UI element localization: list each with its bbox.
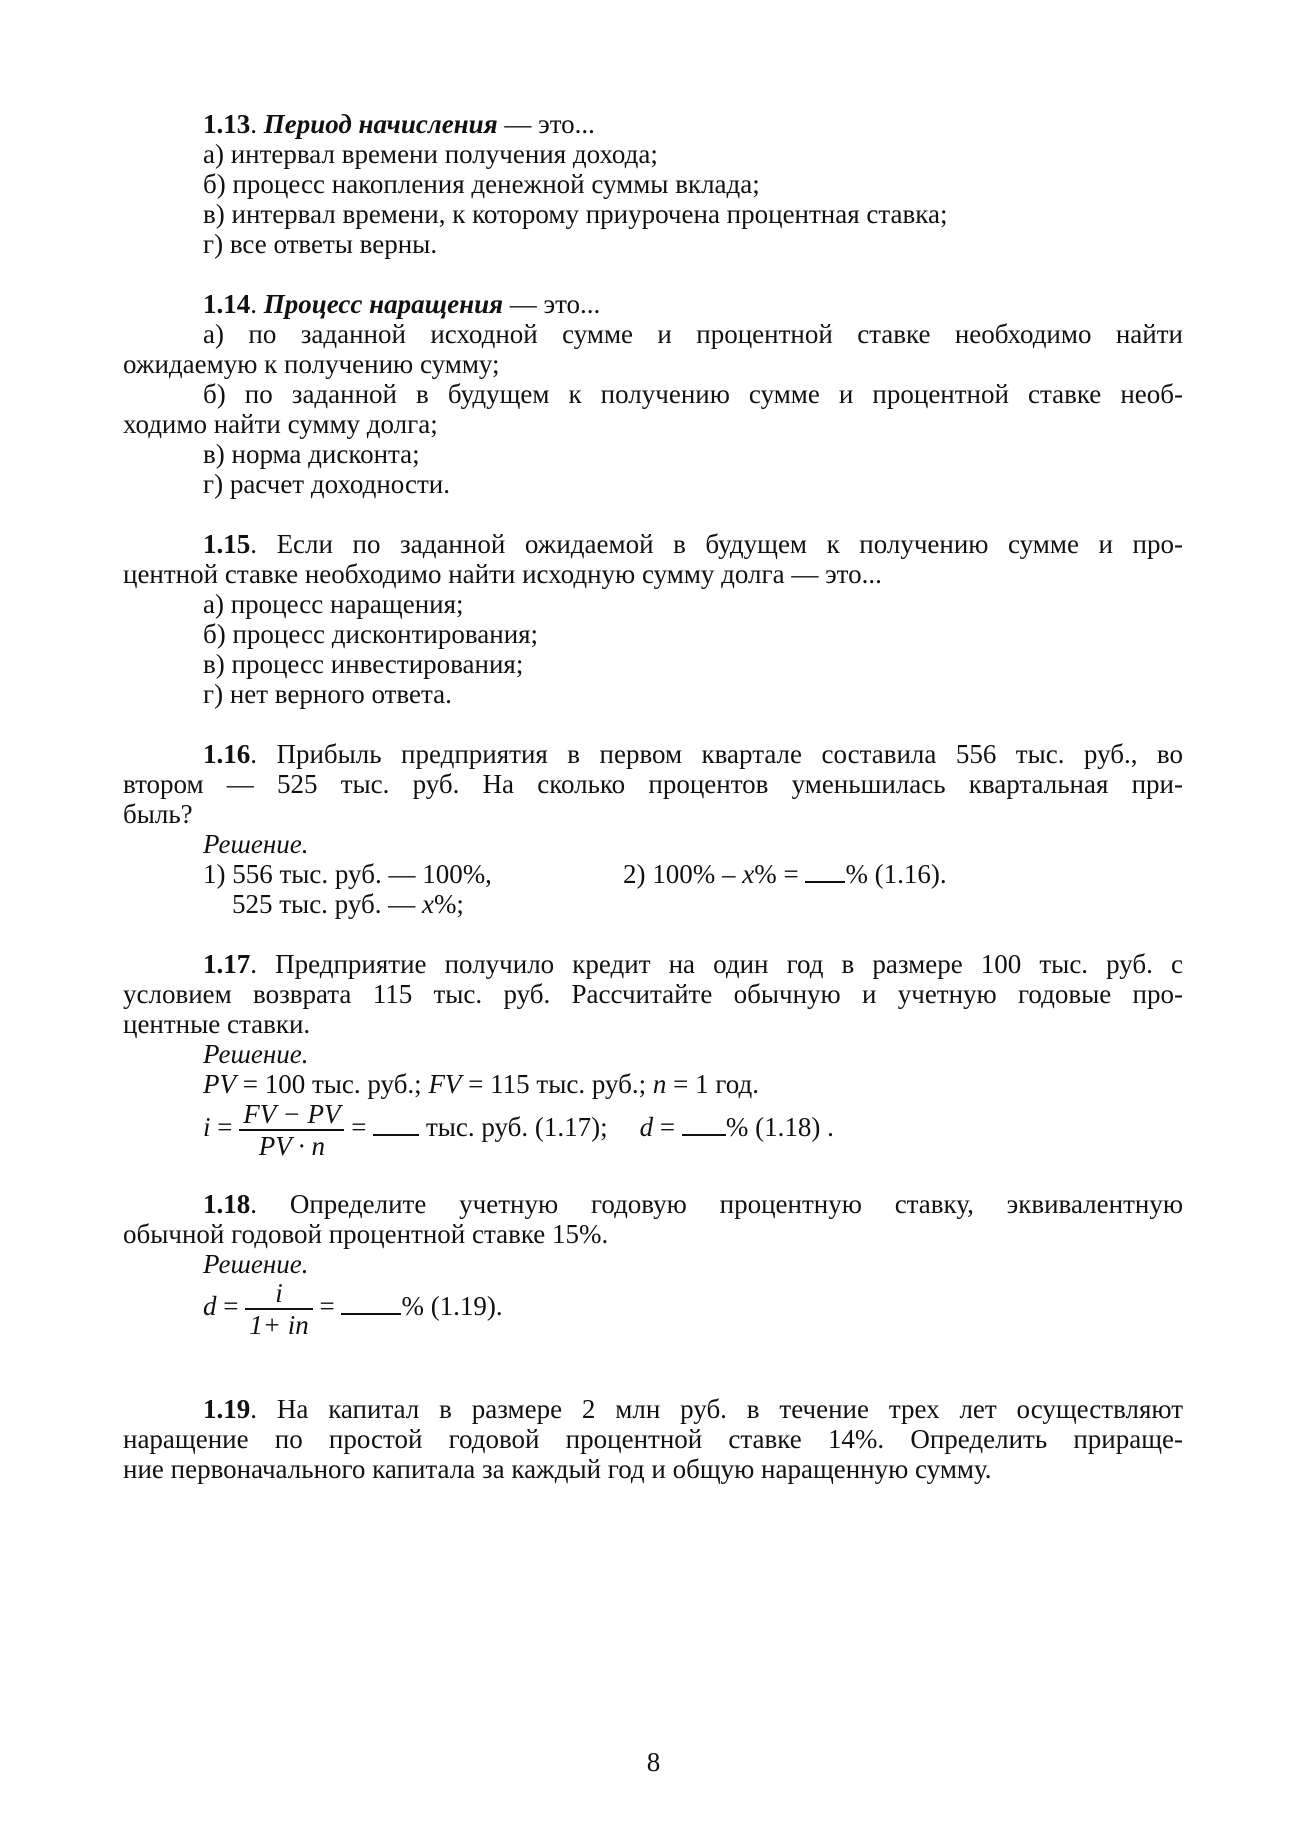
question-number: 1.14 bbox=[203, 289, 251, 319]
answer-option: а) процесс наращения; bbox=[203, 589, 464, 619]
question-text: . Предприятие получило кредит на один год в размере 100 тыс. руб. с bbox=[250, 949, 1183, 979]
page-number: 8 bbox=[646, 1747, 661, 1777]
answer-option: в) процесс инвестирования; bbox=[203, 649, 524, 679]
answer-option: г) нет верного ответа. bbox=[203, 679, 452, 709]
answer-option: в) интервал времени, к которому приурочена процентная ставка; bbox=[203, 199, 948, 229]
heading-rest: — это... bbox=[503, 289, 601, 319]
variable-d: d bbox=[203, 1291, 217, 1322]
answer-blank bbox=[341, 1291, 401, 1315]
answer-option: г) расчет доходности. bbox=[203, 469, 450, 499]
value-text: = 115 тыс. руб.; bbox=[461, 1069, 653, 1099]
answer-option: б) по заданной в будущем к получению сумме и процентной ставке необ- bbox=[203, 379, 1183, 409]
answer-blank bbox=[373, 1112, 419, 1136]
question-text: . Прибыль предприятия в первом квартале составила 556 тыс. руб., во bbox=[250, 739, 1183, 769]
question-text-cont: быль? bbox=[123, 799, 193, 829]
question-number: 1.16 bbox=[203, 739, 251, 769]
step-text: 525 тыс. руб. — bbox=[232, 889, 422, 919]
given-values bbox=[203, 1067, 1263, 1102]
question-number: 1.13 bbox=[203, 109, 251, 139]
denominator: 1+ in bbox=[249, 1310, 309, 1340]
answer-option: а) интервал времени получения дохода; bbox=[203, 139, 658, 169]
question-number: 1.19 bbox=[203, 1394, 251, 1424]
question-text-cont: обычной годовой процентной ставке 15%. bbox=[123, 1219, 609, 1249]
variable-x: x bbox=[742, 859, 755, 889]
answer-option: в) норма дисконта; bbox=[203, 439, 420, 469]
question-text: . Определите учетную годовую процентную ставку, эквивалентную bbox=[250, 1189, 1183, 1219]
question-text-cont: наращение по простой годовой процентной ставке 14%. Определить прираще- bbox=[123, 1424, 1183, 1454]
question-text-cont: центной ставке необходимо найти исходную сумму долга — это... bbox=[123, 559, 882, 589]
variable-pv: PV bbox=[203, 1069, 236, 1099]
fraction bbox=[245, 1278, 312, 1340]
question-number: 1.17 bbox=[203, 949, 251, 979]
question-number: 1.18 bbox=[203, 1189, 251, 1219]
solution-label: Решение. bbox=[203, 829, 309, 859]
step-text: %; bbox=[433, 889, 464, 919]
answer-blank bbox=[682, 1112, 726, 1136]
question-text-cont: втором — 525 тыс. руб. На сколько процентов уменьшилась квартальная при- bbox=[123, 769, 1183, 799]
variable-fv: FV bbox=[428, 1069, 462, 1099]
answer-option: г) все ответы верны. bbox=[203, 229, 438, 259]
question-text: . На капитал в размере 2 млн руб. в течение трех лет осуществляют bbox=[250, 1394, 1183, 1424]
formula-text: тыс. руб. (1.17); bbox=[419, 1112, 608, 1143]
question-1-14-heading: 1.14. Процесс наращения — это... bbox=[203, 289, 601, 319]
answer-option: б) процесс накопления денежной суммы вклада; bbox=[203, 169, 760, 199]
answer-option: б) процесс дисконтирования; bbox=[203, 619, 539, 649]
formula-1-17: i = $\frac{FV - PV}{PV \cdot n}$ = тыс. руб. (1.17); d = % (1.18) . bbox=[203, 1099, 834, 1161]
question-text-cont: ние первоначального капитала за каждый год и общую наращенную сумму. bbox=[123, 1454, 992, 1484]
denominator: PV · n bbox=[258, 1131, 325, 1161]
answer-option: а) по заданной исходной сумме и процентной ставке необходимо найти bbox=[203, 319, 1183, 349]
solution-step-1: 1) 556 тыс. руб. — 100%, bbox=[203, 859, 492, 889]
variable-d: d bbox=[639, 1112, 654, 1143]
question-text-cont: центные ставки. bbox=[123, 1009, 311, 1039]
answer-blank bbox=[805, 859, 845, 883]
value-text: = 100 тыс. руб.; bbox=[236, 1069, 429, 1099]
solution-step-1-cont bbox=[232, 887, 1292, 922]
solution-label: Решение. bbox=[203, 1039, 309, 1069]
value-text: = 1 год. bbox=[666, 1069, 759, 1099]
answer-option-cont: ходимо найти сумму долга; bbox=[123, 409, 438, 439]
solution-label: Решение. bbox=[203, 1249, 309, 1279]
formula-text: % (1.19). bbox=[401, 1291, 503, 1322]
step-text: % = bbox=[754, 859, 806, 889]
question-1-13-heading: 1.13. Период начисления — это... bbox=[203, 109, 595, 139]
variable-n: n bbox=[652, 1069, 667, 1099]
formula-text: % (1.18) . bbox=[725, 1112, 834, 1143]
numerator: i bbox=[275, 1278, 283, 1308]
question-text: . Если по заданной ожидаемой в будущем к получению сумме и про- bbox=[250, 529, 1183, 559]
answer-option-cont: ожидаемую к получению сумму; bbox=[123, 349, 500, 379]
formula-1-19: d = $\frac{i}{1+ in}$ = % (1.19). bbox=[203, 1278, 503, 1340]
heading-rest: — это... bbox=[497, 109, 595, 139]
step-text: % (1.16). bbox=[845, 859, 947, 889]
numerator: FV − PV bbox=[243, 1099, 341, 1129]
term: Период начисления bbox=[263, 109, 498, 139]
question-text-cont: условием возврата 115 тыс. руб. Рассчитайте обычную и учетную годовые про- bbox=[123, 979, 1183, 1009]
term: Процесс наращения bbox=[263, 289, 503, 319]
variable-x: x bbox=[421, 889, 434, 919]
question-number: 1.15 bbox=[203, 529, 251, 559]
fraction bbox=[239, 1099, 344, 1161]
variable-i: i bbox=[203, 1112, 211, 1143]
step-text: 2) 100% – bbox=[623, 859, 743, 889]
